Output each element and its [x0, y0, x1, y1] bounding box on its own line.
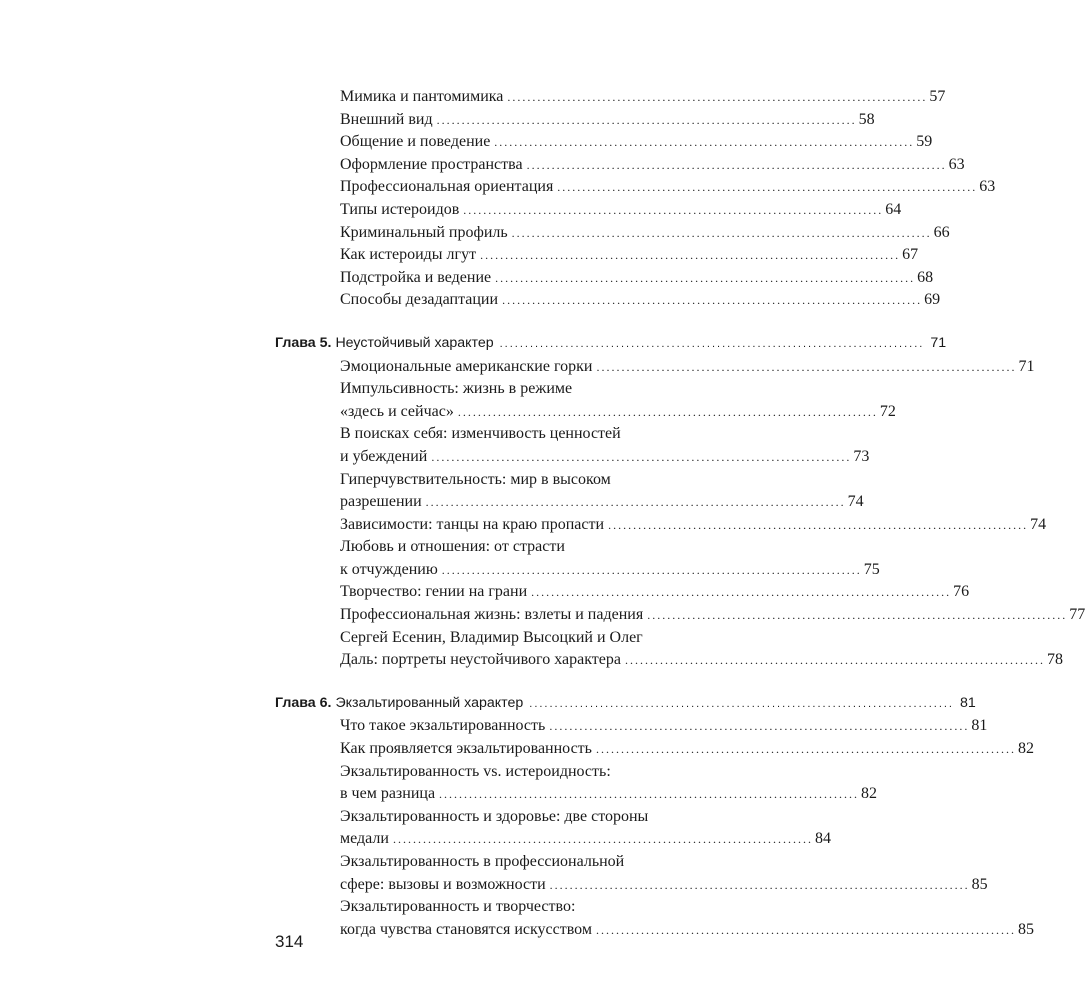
toc-entry-text: Зависимости: танцы на краю пропасти [340, 515, 605, 533]
dot-leader: .................................................................................... [499, 337, 925, 350]
toc-entry-final-line [340, 491, 864, 514]
toc-entry [340, 806, 831, 851]
toc-entry-page-number: 74 [1030, 515, 1047, 533]
toc-entry-page-number: 59 [916, 133, 933, 151]
chapter-page-number: 71 [930, 334, 947, 351]
dot-leader: .................................................................................... [441, 562, 862, 577]
toc-entry-page-number: 85 [971, 875, 988, 893]
toc-entry-final-line [340, 919, 1034, 942]
toc-entry [340, 423, 870, 468]
toc-entry-final-line [340, 244, 919, 267]
toc-entry-text: Подстройка и ведение [340, 268, 492, 286]
toc-entry-text: Способы дезадаптации [340, 291, 499, 309]
toc-entry-line: В поисках себя: изменчивость ценностей [340, 425, 621, 443]
table-of-contents [0, 86, 1085, 941]
toc-entry [340, 222, 950, 245]
toc-entry-final-line [340, 86, 946, 109]
toc-entry-final-line [340, 267, 934, 290]
toc-entry-page-number: 73 [853, 447, 870, 465]
toc-entry-text: Творчество: гении на грани [340, 583, 528, 601]
chapter-number: Глава 6. [275, 694, 332, 711]
toc-entry-final-line [340, 514, 1047, 537]
toc-entry [340, 244, 919, 267]
toc-entry-final-line [340, 604, 1085, 627]
toc-entry-line: Экзальтированность в профессиональной [340, 853, 625, 870]
toc-entry-text: Профессиональная ориентация [340, 178, 554, 196]
toc-entry-final-line [340, 738, 1034, 761]
toc-entry-line: Сергей Есенин, Владимир Высоцкий и Олег [340, 628, 643, 646]
toc-entry [340, 86, 946, 109]
toc-entry-page-number: 82 [1017, 740, 1034, 758]
toc-entry-final-line [340, 828, 831, 851]
dot-leader: .................................................................................... [392, 832, 813, 847]
toc-entry [340, 289, 941, 312]
toc-entry-page-number: 67 [902, 246, 919, 264]
toc-entry [340, 356, 1035, 379]
toc-entry-text: «здесь и сейчас» [340, 402, 454, 420]
dot-leader: .................................................................................... [495, 270, 916, 285]
toc-entry-final-line [340, 401, 896, 424]
toc-entry-text: в чем разница [340, 785, 436, 803]
dot-leader: .................................................................................... [647, 608, 1068, 623]
toc-entry-page-number: 84 [814, 830, 831, 848]
dot-leader: .................................................................................... [425, 495, 846, 510]
toc-entry-text: медали [340, 830, 389, 848]
toc-entry-page-number: 57 [929, 88, 946, 105]
toc-entry [340, 761, 878, 806]
toc-entry-text: Как истероиды лгут [340, 246, 477, 264]
page-number: 314 [275, 932, 304, 951]
dot-leader: .................................................................................... [526, 157, 947, 172]
dot-leader: .................................................................................... [549, 877, 970, 892]
toc-entry-page-number: 66 [933, 223, 950, 241]
dot-leader: .................................................................................... [595, 742, 1016, 757]
toc-entry-page-number: 64 [885, 200, 902, 218]
toc-entry-text: Общение и поведение [340, 133, 491, 151]
toc-entry-page-number: 69 [924, 291, 941, 309]
toc-entry-final-line [340, 176, 996, 199]
dot-leader: .................................................................................... [549, 719, 970, 734]
chapter-title: Экзальтированный характер [335, 694, 524, 711]
chapter-title: Неустойчивый характер [335, 334, 494, 351]
dot-leader: .................................................................................... [529, 697, 954, 710]
toc-entry-text: к отчуждению [340, 560, 438, 578]
toc-entry-text: разрешении [340, 493, 422, 511]
dot-leader: .................................................................................... [494, 135, 915, 150]
toc-entry-final-line [340, 649, 1063, 672]
dot-leader: .................................................................................... [457, 404, 878, 419]
toc-entry-page-number: 85 [1018, 920, 1034, 938]
toc-entry-line: Экзальтированность vs. истероидность: [340, 762, 611, 780]
toc-entry [340, 199, 902, 222]
toc-entry-text: Внешний вид [340, 110, 433, 128]
toc-entry [340, 154, 965, 177]
toc-entry-page-number: 74 [847, 493, 864, 511]
dot-leader: .................................................................................... [608, 517, 1029, 532]
toc-entry-text: и убеждений [340, 447, 428, 465]
dot-leader: .................................................................................... [596, 359, 1017, 374]
toc-entry [340, 896, 1034, 941]
toc-entry-text: Как проявляется экзальтированность [340, 740, 592, 758]
toc-entry [340, 536, 880, 581]
dot-leader: .................................................................................... [531, 585, 952, 600]
toc-entry-page-number: 76 [953, 583, 970, 601]
toc-entry-text: Профессиональная жизнь: взлеты и падения [340, 606, 644, 624]
toc-entry-text: Даль: портреты неустойчивого характера [340, 651, 621, 669]
dot-leader: .................................................................................... [624, 653, 1045, 668]
toc-entry-text: Криминальный профиль [340, 223, 508, 241]
dot-leader: .................................................................................... [502, 293, 923, 308]
dot-leader: .................................................................................... [596, 922, 1016, 937]
toc-entry-final-line [340, 559, 880, 582]
toc-entry-final-line [340, 356, 1035, 379]
toc-entry [340, 514, 1047, 537]
toc-entry-final-line [340, 446, 870, 469]
toc-entry-final-line [340, 222, 950, 245]
toc-entry-page-number: 81 [971, 717, 988, 735]
toc-entry-text: Оформление пространства [340, 155, 523, 173]
chapter-page-number: 81 [959, 694, 976, 711]
toc-entry [340, 267, 934, 290]
toc-entry-text: Мимика и пантомимика [340, 88, 504, 105]
toc-entry [340, 715, 988, 738]
toc-entry-final-line [340, 131, 933, 154]
dot-leader: .................................................................................... [431, 449, 852, 464]
toc-entry-page-number: 72 [879, 402, 896, 420]
toc-entry-text: Эмоциональные американские горки [340, 357, 593, 375]
toc-entry-line: Импульсивность: жизнь в режиме [340, 380, 573, 398]
toc-entry-text: Типы истероидов [340, 200, 460, 218]
toc-entry-page-number: 75 [863, 560, 880, 578]
dot-leader: .................................................................................... [511, 225, 932, 240]
toc-entry [340, 851, 988, 896]
toc-entry-line: Любовь и отношения: от страсти [340, 538, 565, 556]
toc-entry-page-number: 58 [858, 110, 875, 128]
toc-entry [340, 469, 864, 514]
toc-entry-line: Экзальтированность и творчество: [340, 898, 576, 916]
toc-entry-text: сфере: вызовы и возможности [340, 875, 546, 893]
toc-entry-page-number: 63 [948, 155, 965, 173]
toc-entry [340, 378, 896, 423]
toc-entry-page-number: 71 [1018, 357, 1035, 375]
toc-entry-final-line [340, 874, 988, 897]
toc-entry [340, 627, 1063, 672]
chapter-heading [275, 332, 947, 356]
toc-entry-final-line [340, 715, 988, 738]
toc-entry-final-line [340, 783, 878, 806]
toc-entry-final-line [340, 289, 941, 312]
toc-entry-text: когда чувства становятся искусством [340, 920, 592, 938]
toc-entry [340, 738, 1034, 761]
dot-leader: .................................................................................... [439, 787, 860, 802]
dot-leader: .................................................................................... [463, 202, 884, 217]
dot-leader: .................................................................................... [436, 112, 857, 127]
toc-entry-page-number: 68 [917, 268, 934, 286]
dot-leader: .................................................................................... [507, 90, 928, 104]
toc-entry [340, 176, 996, 199]
dot-leader: .................................................................................... [480, 248, 901, 263]
dot-leader: .................................................................................... [557, 180, 978, 195]
toc-entry [340, 604, 1085, 627]
toc-entry-page-number: 63 [979, 178, 996, 196]
toc-entry [340, 109, 875, 132]
toc-entry-page-number: 78 [1046, 651, 1063, 669]
section-gap [0, 312, 1000, 332]
toc-entry-line: Экзальтированность и здоровье: две стороны [340, 807, 649, 825]
chapter-number: Глава 5. [275, 334, 332, 351]
toc-entry [340, 131, 933, 154]
toc-entry-page-number: 77 [1069, 606, 1085, 624]
toc-entry-final-line [340, 199, 902, 222]
toc-entry-text: Что такое экзальтированность [340, 717, 546, 735]
toc-entry-page-number: 82 [861, 785, 878, 803]
section-gap [0, 672, 1000, 692]
chapter-heading [275, 692, 976, 716]
toc-entry-final-line [340, 581, 970, 604]
toc-entry-final-line [340, 154, 965, 177]
toc-entry-final-line [340, 109, 875, 132]
toc-entry [340, 581, 970, 604]
toc-entry-line: Гиперчувствительность: мир в высоком [340, 470, 611, 488]
